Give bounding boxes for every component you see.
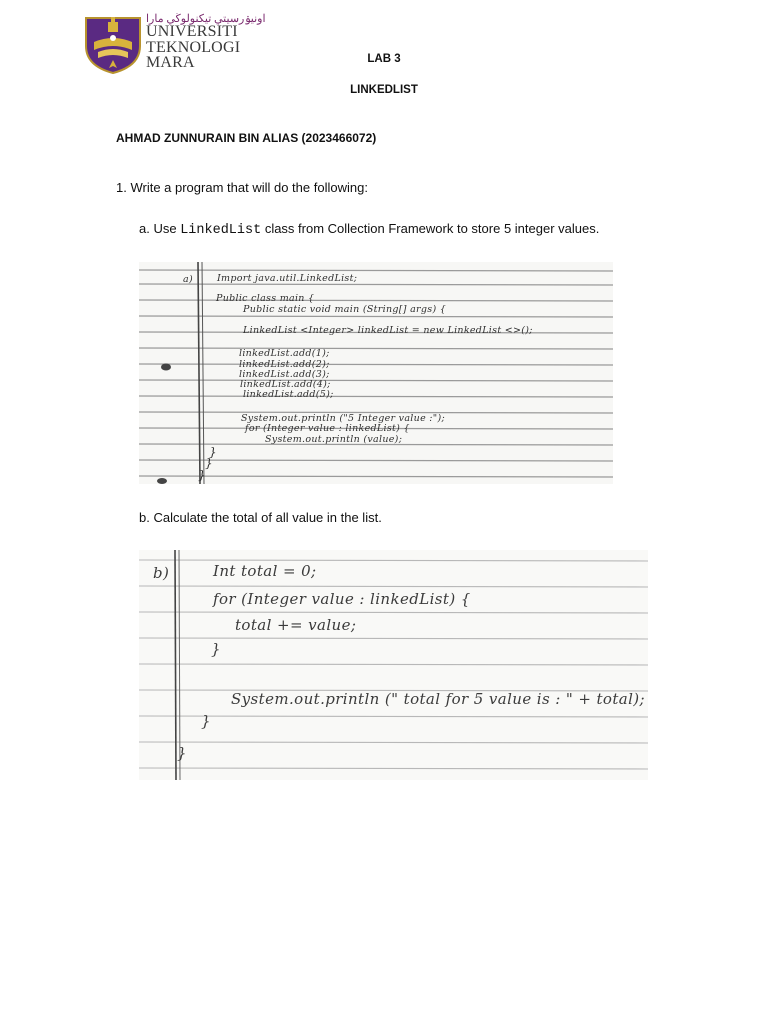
punch-hole-icon (161, 364, 171, 371)
hw-line: Public static void main (String[] args) { (243, 304, 447, 315)
part-a-instruction (139, 221, 599, 238)
logo-line-1: UNIVERSITI (146, 23, 238, 40)
author-line: AHMAD ZUNNURAIN BIN ALIAS (2023466072) (116, 131, 377, 145)
hw-line: } (201, 712, 211, 730)
hw-line: } (198, 468, 206, 482)
hw-line: } (177, 744, 187, 762)
notebook-lines-b (139, 550, 648, 780)
hw-line: for (Integer value : linkedList) { (245, 423, 410, 434)
document-subtitle: LINKEDLIST (350, 84, 418, 96)
hw-line: total += value; (235, 616, 357, 634)
hw-line: LinkedList <Integer> linkedList = new LinkedList <>(); (243, 325, 533, 336)
hw-line: } (209, 445, 217, 459)
logo-line-3: MARA (146, 54, 195, 71)
part-a-code: LinkedList (180, 223, 262, 238)
hw-line: System.out.println ("5 Integer value :"); (241, 413, 445, 424)
hw-line: System.out.println (value); (265, 434, 403, 445)
hw-line: for (Integer value : linkedList) { (213, 590, 471, 608)
hw-line: linkedList.add(2); (239, 359, 330, 370)
hw-line: linkedList.add(1); (239, 348, 330, 359)
part-a-prefix: a. Use (139, 221, 181, 236)
hw-line: System.out.println (" total for 5 value is : " + total); (231, 690, 646, 708)
hw-line: } (211, 640, 221, 658)
question-text: 1. Write a program that will do the following: (116, 180, 368, 195)
logo-jawi-text: اونيۏرسيتي تيكنولوڬي مارا (146, 13, 266, 25)
hw-line: Public class main { (216, 293, 315, 304)
handwritten-code-photo-b (139, 550, 648, 780)
hw-line: linkedList.add(5); (243, 389, 334, 400)
part-a-suffix: class from Collection Framework to store 5 integer values. (261, 221, 600, 236)
handwritten-label-b: b) (153, 564, 170, 582)
hw-line: linkedList.add(4); (240, 379, 331, 390)
hw-line: } (205, 456, 213, 470)
hw-line: linkedList.add(3); (239, 369, 330, 380)
lab-title: LAB 3 (367, 53, 401, 65)
part-b-instruction: b. Calculate the total of all value in the list. (139, 510, 382, 525)
handwritten-label-a: a) (183, 274, 193, 285)
hw-line: Int total = 0; (213, 562, 317, 580)
punch-hole-icon (157, 478, 167, 484)
handwritten-code-photo-a (139, 262, 613, 484)
hw-line: Import java.util.LinkedList; (217, 273, 358, 284)
logo-line-2: TEKNOLOGI (146, 39, 241, 56)
